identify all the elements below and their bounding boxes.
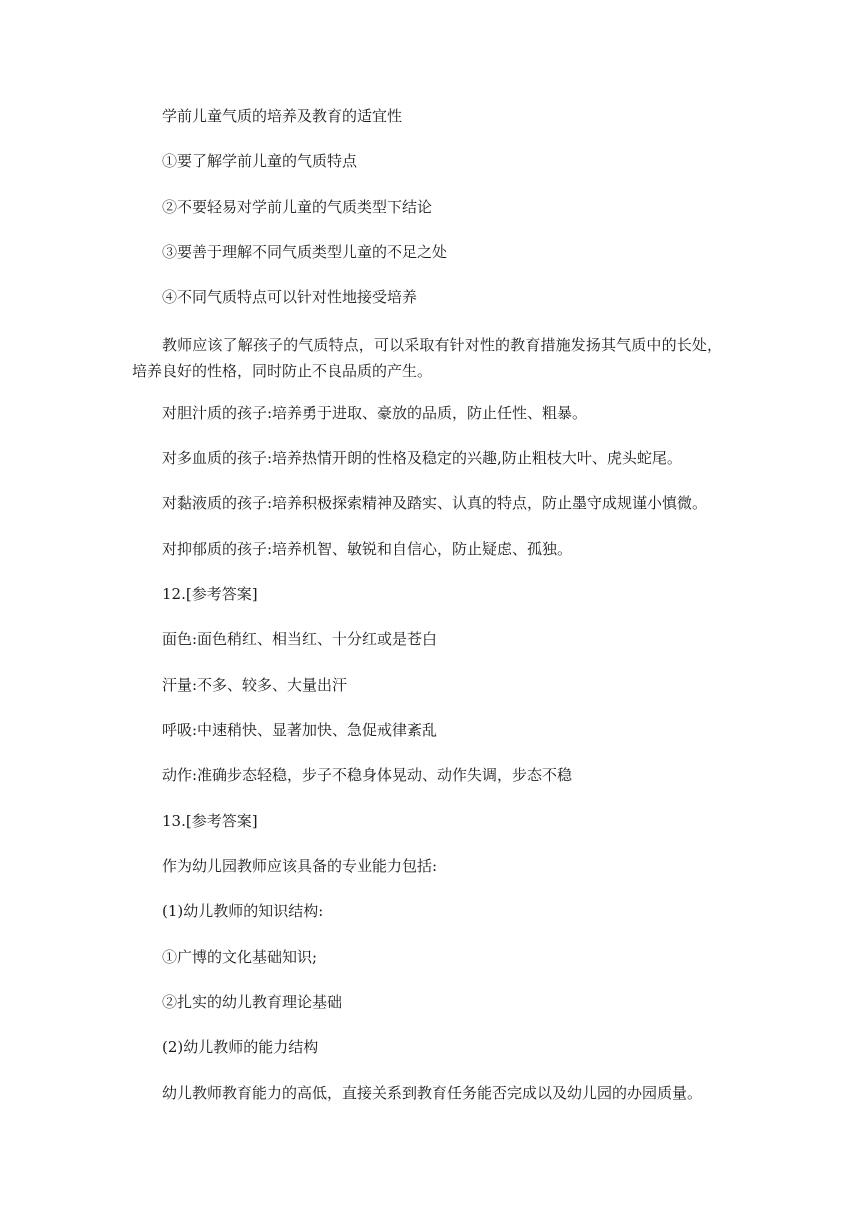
paragraph-line: 汗量:不多、较多、大量出汗: [162, 676, 348, 694]
paragraph-line: 动作:准确步态轻稳，步子不稳身体晃动、动作失调，步态不稳: [162, 766, 573, 784]
paragraph-line: 对胆汁质的孩子:培养勇于进取、豪放的品质，防止任性、粗暴。: [162, 404, 588, 422]
paragraph-line: 幼儿教师教育能力的高低，直接关系到教育任务能否完成以及幼儿园的办园质量。: [162, 1084, 703, 1102]
paragraph-line: 对多血质的孩子:培养热情开朗的性格及稳定的兴趣,防止粗枝大叶、虎头蛇尾。: [162, 449, 682, 467]
paragraph-line: 对抑郁质的孩子:培养机智、敏锐和自信心，防止疑虑、孤独。: [162, 540, 573, 558]
list-item: ②不要轻易对学前儿童的气质类型下结论: [162, 198, 433, 216]
list-item: (2)幼儿教师的能力结构: [162, 1038, 319, 1056]
paragraph-line: 呼吸:中速稍快、显著加快、急促戒律紊乱: [162, 721, 438, 739]
paragraph: 教师应该了解孩子的气质特点，可以采取有针对性的教育措施发扬其气质中的长处，培养良好的性格，同时防止不良品质的产生。: [132, 336, 722, 380]
paragraph-line: 对黏液质的孩子:培养积极探索精神及踏实、认真的特点，防止墨守成规谨小慎微。: [162, 494, 708, 512]
list-item: ①广博的文化基础知识;: [162, 948, 318, 966]
answer-heading: 13.[参考答案]: [162, 812, 258, 830]
section-heading: 学前儿童气质的培养及教育的适宜性: [162, 107, 403, 125]
list-item: ②扎实的幼儿教育理论基础: [162, 993, 343, 1011]
list-item: ④不同气质特点可以针对性地接受培养: [162, 288, 418, 306]
answer-heading: 12.[参考答案]: [162, 585, 258, 603]
paragraph-line: 面色:面色稍红、相当红、十分红或是苍白: [162, 630, 438, 648]
paragraph-line: 作为幼儿园教师应该具备的专业能力包括:: [162, 857, 438, 875]
list-item: (1)幼儿教师的知识结构:: [162, 902, 324, 920]
list-item: ③要善于理解不同气质类型儿童的不足之处: [162, 243, 448, 261]
list-item: ①要了解学前儿童的气质特点: [162, 152, 358, 170]
